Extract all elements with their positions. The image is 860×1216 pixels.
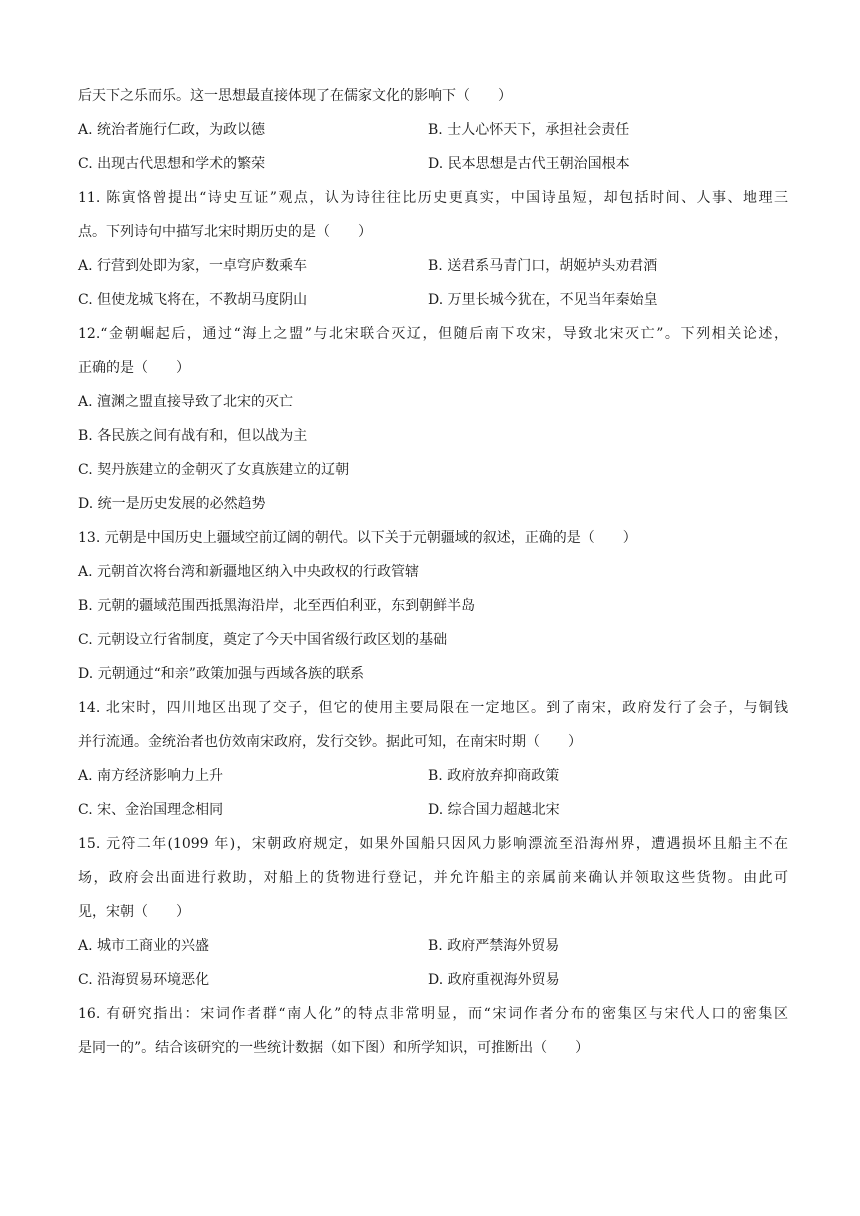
exam-page	[78, 84, 788, 1070]
q14-option-b[interactable]: B. 政府放弃抑商政策	[428, 768, 560, 784]
q11-option-b[interactable]: B. 送君系马青门口，胡姬垆头劝君酒	[428, 258, 658, 274]
q16-stem-line-2: 是同一的”。结合该研究的一些统计数据（如下图）和所学知识，可推断出（ ）	[78, 1040, 590, 1056]
q14-option-d[interactable]: D. 综合国力超越北宋	[428, 802, 560, 818]
q11-option-d[interactable]: D. 万里长城今犹在，不见当年秦始皇	[428, 292, 658, 308]
q10-option-b[interactable]: B. 士人心怀天下，承担社会责任	[428, 122, 630, 138]
q15-stem-line-3: 见，宋朝（ ）	[78, 904, 190, 920]
q13-option-c[interactable]: C. 元朝设立行省制度，奠定了今天中国省级行政区划的基础	[78, 632, 448, 648]
q10-option-c[interactable]: C. 出现古代思想和学术的繁荣	[78, 156, 266, 172]
q13-option-d[interactable]: D. 元朝通过“和亲”政策加强与西域各族的联系	[78, 666, 364, 682]
q15-option-a[interactable]: A. 城市工商业的兴盛	[78, 938, 210, 954]
q15-stem-line-2: 场，政府会出面进行救助，对船上的货物进行登记，并允许船主的亲属前来确认并领取这些货物。由此可	[78, 870, 788, 886]
q14-stem-line-1: 14. 北宋时，四川地区出现了交子，但它的使用主要局限在一定地区。到了南宋，政府发行了会子，与铜钱	[78, 700, 788, 716]
q10-option-a[interactable]: A. 统治者施行仁政，为政以德	[78, 122, 266, 138]
q12-option-a[interactable]: A. 澶渊之盟直接导致了北宋的灭亡	[78, 394, 294, 410]
q10-options-row-2	[78, 152, 788, 176]
q12-option-c[interactable]: C. 契丹族建立的金朝灭了女真族建立的辽朝	[78, 462, 350, 478]
q14-option-c[interactable]: C. 宋、金治国理念相同	[78, 802, 224, 818]
q13-option-a[interactable]: A. 元朝首次将台湾和新疆地区纳入中央政权的行政管辖	[78, 564, 420, 580]
q13-option-b[interactable]: B. 元朝的疆域范围西抵黑海沿岸，北至西伯利亚，东到朝鲜半岛	[78, 598, 476, 614]
q15-options-row-2	[78, 968, 788, 992]
q15-stem-line-1: 15. 元符二年(1099 年)，宋朝政府规定，如果外国船只因风力影响漂流至沿海州界，遭遇损坏且船主不在	[78, 836, 788, 852]
q11-option-c[interactable]: C. 但使龙城飞将在，不教胡马度阴山	[78, 292, 308, 308]
q11-stem-line-1: 11. 陈寅恪曾提出“诗史互证”观点，认为诗往往比历史更真实，中国诗虽短，却包括时间、人事、地理三	[78, 190, 788, 206]
q11-options-row-2	[78, 288, 788, 312]
q15-option-d[interactable]: D. 政府重视海外贸易	[428, 972, 560, 988]
q11-options-row-1	[78, 254, 788, 278]
q13-stem-line-1: 13. 元朝是中国历史上疆域空前辽阔的朝代。以下关于元朝疆域的叙述，正确的是（ ）	[78, 530, 637, 546]
q11-stem-line-2: 点。下列诗句中描写北宋时期历史的是（ ）	[78, 224, 372, 240]
q15-option-b[interactable]: B. 政府严禁海外贸易	[428, 938, 560, 954]
q14-stem-line-2: 并行流通。金统治者也仿效南宋政府，发行交钞。据此可知，在南宋时期（ ）	[78, 734, 582, 750]
q14-option-a[interactable]: A. 南方经济影响力上升	[78, 768, 224, 784]
q12-stem-line-2: 正确的是（ ）	[78, 360, 190, 376]
q14-options-row-1	[78, 764, 788, 788]
q10-stem-tail: 后天下之乐而乐。这一思想最直接体现了在儒家文化的影响下（ ）	[78, 88, 512, 104]
q15-options-row-1	[78, 934, 788, 958]
q12-stem-line-1: 12.“金朝崛起后，通过“海上之盟”与北宋联合灭辽，但随后南下攻宋，导致北宋灭亡”。下列相关论述，	[78, 326, 788, 342]
q10-options-row-1	[78, 118, 788, 142]
q11-option-a[interactable]: A. 行营到处即为家，一卓穹庐数乘车	[78, 258, 308, 274]
q10-option-d[interactable]: D. 民本思想是古代王朝治国根本	[428, 156, 630, 172]
q15-option-c[interactable]: C. 沿海贸易环境恶化	[78, 972, 210, 988]
q12-option-b[interactable]: B. 各民族之间有战有和，但以战为主	[78, 428, 308, 444]
q14-options-row-2	[78, 798, 788, 822]
q12-option-d[interactable]: D. 统一是历史发展的必然趋势	[78, 496, 266, 512]
q16-stem-line-1: 16. 有研究指出：宋词作者群“南人化”的特点非常明显，而“宋词作者分布的密集区与宋代人口的密集区	[78, 1006, 788, 1022]
